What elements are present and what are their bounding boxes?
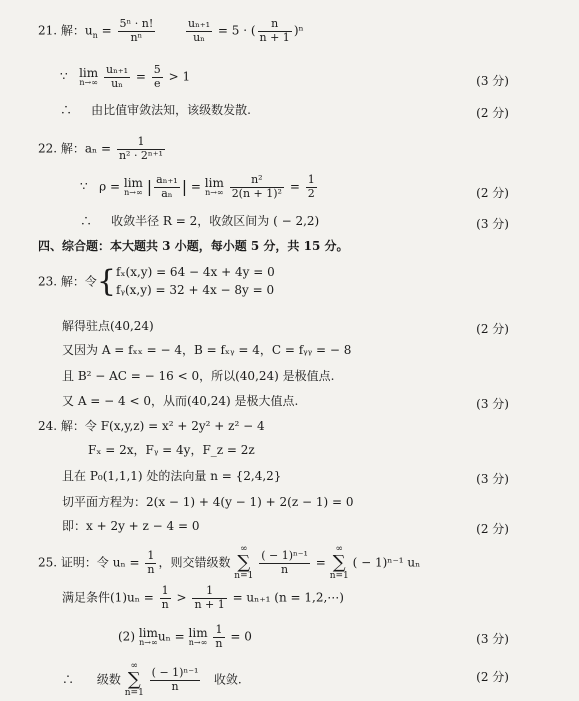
q23-line4: 且 B² − AC = − 16 < 0，所以(40,24) 是极值点. bbox=[62, 369, 335, 383]
q25-mid: ，则交错级数 bbox=[158, 555, 231, 570]
q22-head: 22. 解：aₙ = bbox=[38, 141, 112, 156]
q22-line1 bbox=[38, 136, 167, 162]
q21-l2-tail: > 1 bbox=[168, 69, 191, 84]
q25-score2: (2 分) bbox=[476, 670, 509, 684]
q21-conclusion: 由比值审敛法知，该级数发散. bbox=[91, 103, 251, 117]
q25-line1 bbox=[38, 545, 420, 581]
q24-score2: (2 分) bbox=[476, 522, 509, 536]
q22-score2: (3 分) bbox=[476, 217, 509, 231]
q25-l3-c: = 0 bbox=[230, 629, 252, 644]
because-symbol-2: ∵ bbox=[80, 179, 88, 194]
q24-score1: (3 分) bbox=[476, 472, 509, 486]
q21-head: 21. 解：u bbox=[38, 23, 93, 38]
q24-line1: 24. 解：令 F(x,y,z) = x² + 2y² + z² − 4 bbox=[38, 419, 265, 433]
q25-line3 bbox=[118, 624, 252, 650]
q25-l4-a: 级数 bbox=[96, 672, 121, 687]
q25-head: 25. 证明：令 uₙ = bbox=[38, 555, 140, 570]
q22-lim: lim n→∞ bbox=[123, 176, 143, 198]
sum-symbol-1: ∞ ∑ n=1 bbox=[234, 544, 254, 581]
q21-score2: (2 分) bbox=[476, 106, 509, 120]
q22-line3 bbox=[80, 215, 319, 229]
q25-score1: (3 分) bbox=[476, 632, 509, 646]
q25-l2-frac1: $\frac{1}{n}$ bbox=[161, 584, 169, 611]
q25-lim1: lim n→∞ bbox=[138, 626, 158, 648]
q25-tail: ( − 1)ⁿ⁻¹ uₙ bbox=[352, 555, 421, 570]
q21-frac2: $\frac{\text{uₙ₊₁}}{\text{uₙ}}$ bbox=[187, 17, 211, 44]
q25-l2-frac2: $\frac{1}{n + 1}$ bbox=[194, 584, 225, 611]
q23-system bbox=[116, 262, 275, 302]
sum-symbol-3: ∞ ∑ n=1 bbox=[124, 661, 144, 698]
q21-tail: )ⁿ bbox=[293, 23, 304, 38]
q25-l4-b: 收敛. bbox=[213, 672, 242, 687]
q23-line1: 23. 解：令{ fₓ(x,y) = 64 − 4x + 4y = 0 fᵧ(x,y) = 32 + 4x − 8y = 0 bbox=[38, 262, 275, 302]
q22-frac: $\frac{1}{\text{n² · 2ⁿ⁺¹}}$ bbox=[118, 135, 163, 162]
therefore-symbol: ∴ bbox=[60, 103, 73, 117]
q25-l3-frac: $\frac{1}{n}$ bbox=[215, 623, 223, 650]
q24-line3: 且在 P₀(1,1,1) 处的法向量 n = {2,4,2} bbox=[62, 469, 282, 483]
q23-line5: 又 A = − 4 < 0，从而(40,24) 是极大值点. bbox=[62, 394, 299, 408]
q23-eq1: fₓ(x,y) = 64 − 4x + 4y = 0 bbox=[116, 265, 275, 279]
q22-frac3: $\frac{1}{2}$ bbox=[307, 173, 315, 200]
section-heading: 四、综合题：本大题共 3 小题，每小题 5 分，共 15 分。 bbox=[38, 239, 349, 253]
q25-eq: = bbox=[315, 555, 326, 570]
q21-line3 bbox=[60, 104, 251, 118]
q25-l2-gt: > bbox=[176, 590, 187, 605]
q21-frac3: $\frac{n}{n + 1}$ bbox=[259, 17, 290, 44]
q23-score1: (2 分) bbox=[476, 322, 509, 336]
q25-line4 bbox=[62, 662, 242, 698]
q25-l2-b: = uₙ₊₁ (n = 1,2,⋯) bbox=[232, 590, 344, 605]
q21-lim: lim n→∞ bbox=[79, 66, 99, 88]
q22-rho: ρ = bbox=[99, 179, 121, 194]
q24-line4: 切平面方程为：2(x − 1) + 4(y − 1) + 2(z − 1) = 0 bbox=[62, 495, 354, 509]
therefore-symbol-3: ∴ bbox=[62, 672, 75, 687]
q25-l3-b: uₙ = bbox=[157, 629, 185, 644]
q21-l2-eq: = bbox=[135, 69, 146, 84]
q23-eq2: fᵧ(x,y) = 32 + 4x − 8y = 0 bbox=[116, 282, 275, 297]
q21-line1 bbox=[38, 18, 304, 44]
q25-lim2: lim n→∞ bbox=[188, 626, 208, 648]
q21-frac1: $\frac{\text{5ⁿ · n!}}{\text{nⁿ}}$ bbox=[119, 17, 154, 44]
q25-l3-a: (2) bbox=[118, 629, 135, 644]
q25-frac: $\frac{1}{n}$ bbox=[147, 548, 155, 576]
q23-line3: 又因为 A = fₓₓ = − 4，B = fₓᵧ = 4，C = fᵧᵧ = − 8 bbox=[62, 343, 352, 357]
q25-frac2: $\frac{\text{( − 1)ⁿ⁻¹}}{n}$ bbox=[261, 548, 308, 576]
q21-score1: (3 分) bbox=[476, 74, 509, 88]
q21-line2 bbox=[60, 64, 190, 90]
sum-symbol-2: ∞ ∑ n=1 bbox=[329, 544, 349, 581]
q21-eq: = bbox=[101, 23, 112, 38]
q21-sub: n bbox=[92, 31, 98, 41]
q22-abs-frac: $\frac{\text{aₙ₊₁}}{\text{aₙ}}$ bbox=[156, 173, 178, 200]
q21-l2-frac2: $\frac{5}{e}$ bbox=[153, 63, 161, 90]
because-symbol: ∵ bbox=[60, 69, 68, 84]
q23-line2: 解得驻点(40,24) bbox=[62, 319, 154, 333]
q22-eq2: = bbox=[289, 179, 300, 194]
therefore-symbol-2: ∴ bbox=[80, 214, 93, 228]
q22-eq: = bbox=[190, 179, 201, 194]
q23-score2: (3 分) bbox=[476, 397, 509, 411]
q22-lim2: lim n→∞ bbox=[204, 176, 224, 198]
q24-line5: 即：x + 2y + z − 4 = 0 bbox=[62, 519, 200, 533]
q23-head: 23. 解：令 bbox=[38, 274, 97, 289]
q22-line2: ∵ ρ = lim n→∞ | $\frac{\text{aₙ₊₁}}{\text{aₙ}}$ | = lim n→∞ $\frac{\text{n²}}{\text{2(n + 1)²}}$ = $\frac{1}{2}$ bbox=[80, 173, 315, 200]
q21-eq2: = 5 · ( bbox=[217, 23, 256, 38]
q22-score1: (2 分) bbox=[476, 186, 509, 200]
q22-conclusion: 收敛半径 R = 2，收敛区间为 ( − 2,2) bbox=[111, 214, 320, 228]
q25-l4-frac: $\frac{\text{( − 1)ⁿ⁻¹}}{n}$ bbox=[151, 665, 199, 693]
q25-line2 bbox=[62, 585, 344, 611]
q24-line2: Fₓ = 2x，Fᵧ = 4y，F_z = 2z bbox=[88, 443, 255, 457]
q22-frac2: $\frac{\text{n²}}{\text{2(n + 1)²}}$ bbox=[231, 173, 282, 200]
q25-l2-a: 满足条件(1)uₙ = bbox=[62, 590, 154, 605]
q21-l2-frac: $\frac{\text{uₙ₊₁}}{\text{uₙ}}$ bbox=[105, 63, 129, 90]
